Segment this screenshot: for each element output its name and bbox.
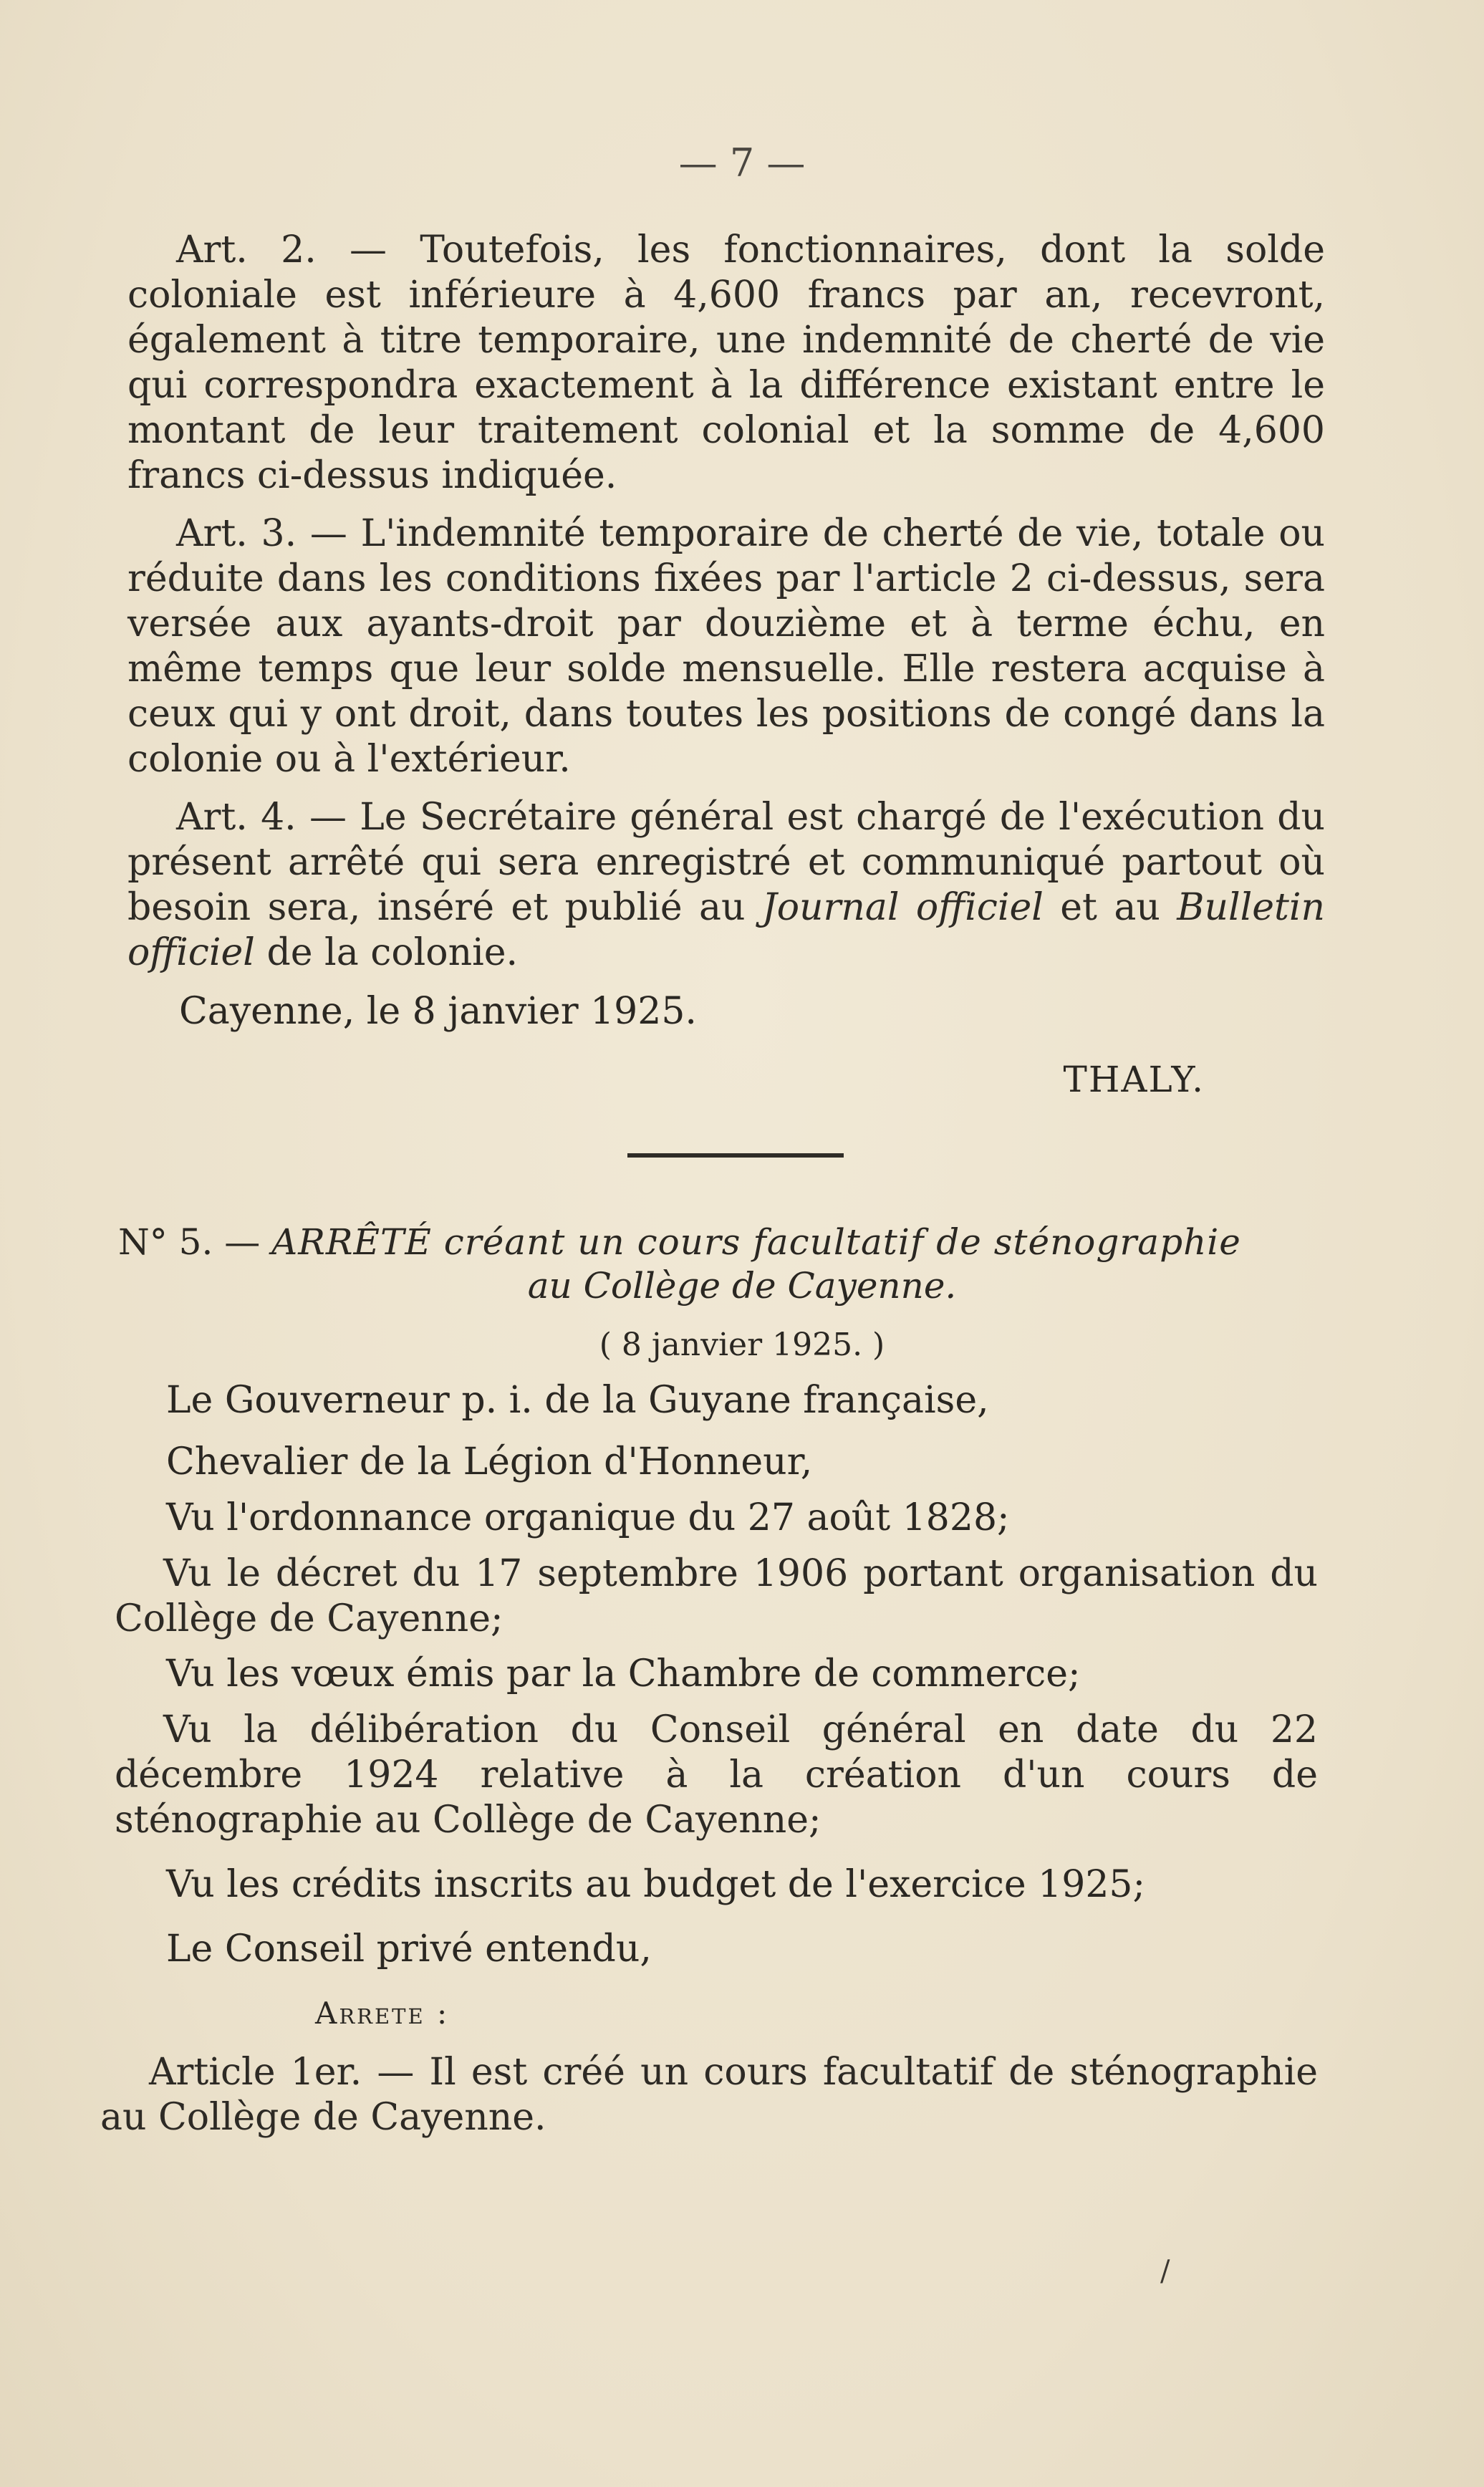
preamble-voeux: Vu les vœux émis par la Chambre de commerce; bbox=[166, 1653, 1081, 1695]
decree-date: ( 8 janvier 1925. ) bbox=[599, 1327, 885, 1363]
page-number: — 7 — bbox=[678, 140, 806, 186]
article-2-text: Art. 2. — Toutefois, les fonctionnaires, dont la solde coloniale est inférieure à 4,600 francs par an, recevront, également à titre temporaire, une indemnité de cherté de vie qui correspondra exactement à la différence existant entre le montant de leur traitement colonial et la somme de 4,600 francs ci-dessus indiquée. bbox=[127, 229, 1325, 497]
article-4-text: Art. 4. — Le Secrétaire général est chargé de l'exécution du présent arrêté qui sera enregistré et communiqué partout où besoin sera, inséré et publié au bbox=[127, 796, 1325, 929]
preamble-decret-text: Vu le décret du 17 septembre 1906 portant organisation du Collège de Cayenne; bbox=[115, 1552, 1318, 1640]
article-1-text: Article 1er. — Il est créé un cours facultatif de sténographie au Collège de Cayenne. bbox=[100, 2051, 1318, 2139]
preamble-governor: Le Gouverneur p. i. de la Guyane française, bbox=[166, 1379, 989, 1422]
bulletin-officiel-ref: Bulletin officiel bbox=[127, 886, 1326, 974]
article-3-text: Art. 3. — L'indemnité temporaire de cherté de vie, totale ou réduite dans les conditions fixées par l'article 2 ci-dessus, sera versée aux ayants-droit par douzième et à terme échu, en même temps que leur solde mensuelle. Elle restera acquise à ceux qui y ont droit, dans toutes les positions de congé dans la colonie ou à l'extérieur. bbox=[127, 512, 1325, 781]
pencil-mark-icon: / bbox=[1160, 2255, 1170, 2288]
place-date: Cayenne, le 8 janvier 1925. bbox=[179, 990, 697, 1033]
decree-title-line1: ARRÊTÉ créant un cours facultatif de sténographie bbox=[271, 1221, 1241, 1263]
arrete-heading: Arrete : bbox=[315, 1996, 450, 2031]
preamble-deliberation bbox=[115, 1708, 1318, 1843]
section-divider bbox=[627, 1153, 844, 1158]
preamble-ordonnance: Vu l'ordonnance organique du 27 août 1828; bbox=[166, 1496, 1010, 1539]
preamble-credits: Vu les crédits inscrits au budget de l'exercice 1925; bbox=[166, 1863, 1146, 1906]
decree-number: N° 5. — bbox=[118, 1221, 272, 1263]
preamble-deliberation-text: Vu la délibération du Conseil général en date du 22 décembre 1924 relative à la création d'un cours de sténographie au Collège de Cayenne; bbox=[115, 1708, 1318, 1842]
preamble-decret bbox=[115, 1552, 1318, 1642]
decree-title bbox=[118, 1221, 1329, 1264]
article-4-middle: et au bbox=[1043, 886, 1177, 929]
decree-title-line2: au Collège de Cayenne. bbox=[527, 1265, 957, 1307]
article-4-paragraph bbox=[127, 795, 1325, 976]
signature: THALY. bbox=[1063, 1059, 1205, 1100]
journal-officiel-ref: Journal officiel bbox=[761, 886, 1044, 929]
article-1-paragraph bbox=[100, 2050, 1318, 2140]
preamble-conseil: Le Conseil privé entendu, bbox=[166, 1928, 652, 1971]
article-2-paragraph bbox=[127, 228, 1325, 499]
article-4-end: de la colonie. bbox=[254, 931, 519, 974]
article-3-paragraph bbox=[127, 511, 1325, 782]
preamble-chevalier: Chevalier de la Légion d'Honneur, bbox=[166, 1440, 813, 1483]
